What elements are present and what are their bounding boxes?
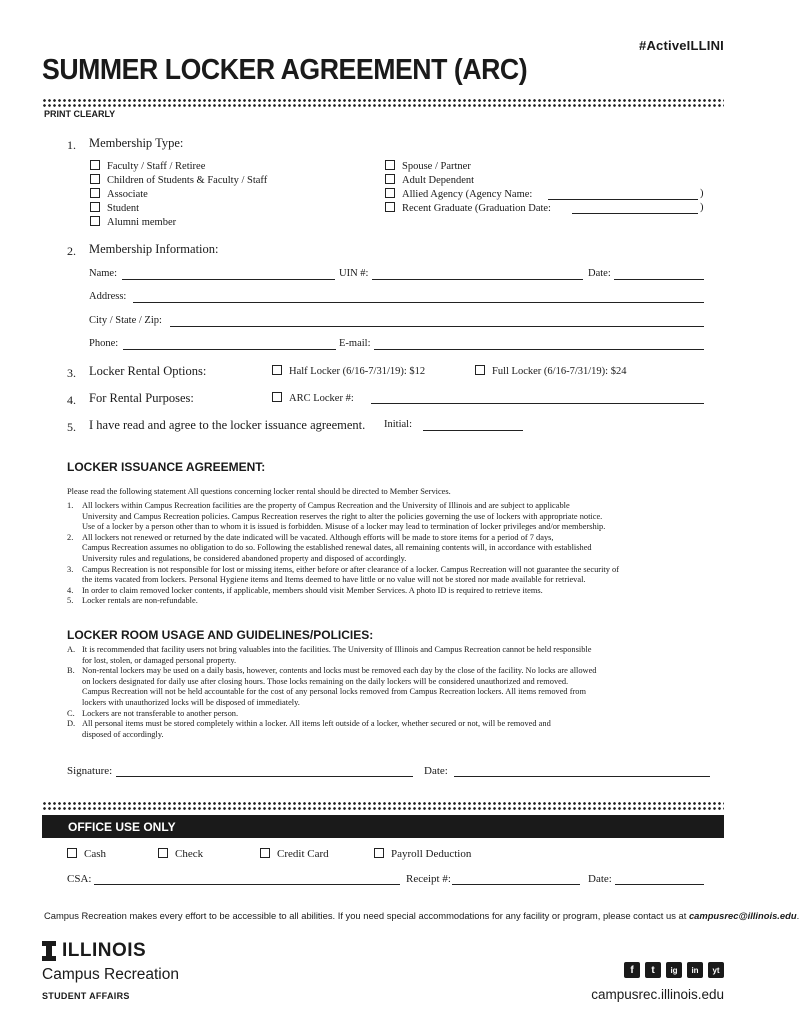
checkbox[interactable] (90, 174, 100, 184)
list-marker: 2. (67, 532, 74, 542)
option-full-locker[interactable] (475, 365, 626, 377)
q2-label: Membership Information: (89, 242, 219, 256)
agency-name-field[interactable] (548, 199, 698, 200)
list-item-line: Lockers are not transferable to another person. (82, 708, 239, 718)
facebook-icon[interactable]: f (624, 962, 640, 978)
list-item-line: disposed of accordingly. (82, 729, 164, 739)
note-text: Campus Recreation makes every effort to be accessible to all abilities. If you need special accommodations for any facility or program, please contact us at (44, 910, 689, 921)
office-use-heading: OFFICE USE ONLY (68, 820, 176, 834)
list-item (67, 586, 619, 597)
arc-locker-number-field[interactable] (371, 403, 704, 404)
option-label: Recent Graduate (Graduation Date: (402, 203, 551, 214)
print-clearly-label: PRINT CLEARLY (44, 109, 116, 119)
option-label: ARC Locker #: (289, 393, 354, 404)
option-check[interactable] (158, 848, 203, 860)
option-allied-agency[interactable] (385, 188, 532, 200)
office-date-field[interactable] (615, 884, 704, 885)
hashtag: #ActiveILLINI (639, 38, 724, 53)
checkbox[interactable] (475, 365, 485, 375)
q4-number: 4. (67, 393, 76, 407)
instagram-icon[interactable]: ig (666, 962, 682, 978)
list-marker: D. (67, 719, 76, 729)
signature-field[interactable] (116, 776, 413, 777)
list-item (67, 719, 596, 740)
agreement-list (67, 501, 619, 607)
twitter-icon[interactable]: t (645, 962, 661, 978)
option-label: Faculty / Staff / Retiree (107, 161, 206, 172)
guidelines-list (67, 645, 596, 740)
list-marker: B. (67, 666, 75, 676)
option-label: Cash (84, 848, 106, 860)
checkbox[interactable] (90, 202, 100, 212)
option-cash[interactable] (67, 848, 106, 860)
address-field[interactable] (133, 302, 704, 303)
option-recent-graduate[interactable] (385, 202, 551, 214)
student-affairs-label: STUDENT AFFAIRS (42, 991, 130, 1001)
option-alumni[interactable] (90, 216, 176, 228)
list-item-line: In order to claim removed locker contents, if applicable, members should visit Member Services. A photo ID is required to retrieve items. (82, 585, 543, 595)
checkbox[interactable] (385, 188, 395, 198)
option-spouse[interactable] (385, 160, 471, 172)
list-item (67, 709, 596, 720)
q1-label: Membership Type: (89, 136, 184, 150)
city-state-zip-label: City / State / Zip: (89, 315, 162, 326)
page-title: SUMMER LOCKER AGREEMENT (ARC) (42, 54, 528, 86)
option-label: Adult Dependent (402, 175, 475, 186)
list-item (67, 565, 619, 586)
checkbox[interactable] (260, 848, 270, 858)
checkbox[interactable] (385, 160, 395, 170)
list-item (67, 645, 596, 666)
list-item-line: for lost, stolen, or damaged personal property. (82, 655, 237, 665)
checkbox[interactable] (90, 160, 100, 170)
list-item-line: on lockers designated for daily use after closing hours. Those locks remaining on the daily lockers will be considered unauthorized and removed. (82, 676, 569, 686)
linkedin-icon[interactable]: in (687, 962, 703, 978)
guidelines-heading: LOCKER ROOM USAGE AND GUIDELINES/POLICIES: (67, 628, 374, 642)
address-label: Address: (89, 291, 127, 302)
initial-field[interactable] (423, 430, 523, 431)
checkbox[interactable] (90, 188, 100, 198)
youtube-icon[interactable]: yt (708, 962, 724, 978)
receipt-label: Receipt #: (406, 873, 451, 885)
signature-label: Signature: (67, 765, 113, 777)
contact-email-link[interactable]: campusrec@illinois.edu (688, 910, 797, 921)
agreement-intro: Please read the following statement All questions concerning locker rental should be directed to Member Services. (67, 487, 451, 496)
list-marker: C. (67, 708, 75, 718)
option-label: Spouse / Partner (402, 161, 471, 172)
option-payroll[interactable] (374, 848, 471, 860)
list-item-line: Use of a locker by a person other than to whom it is issued is forbidden. Misuse of a locker may lead to termination of locker privileges and/or membership. (82, 522, 606, 532)
signature-date-label: Date: (424, 765, 448, 777)
option-associate[interactable] (90, 188, 148, 200)
phone-field[interactable] (123, 349, 336, 350)
uin-label: UIN #: (339, 268, 369, 279)
option-label: Alumni member (107, 217, 177, 228)
option-label: Children of Students & Faculty / Staff (107, 175, 268, 186)
city-state-zip-field[interactable] (170, 326, 704, 327)
list-item-line: All personal items must be stored completely within a locker. All items left outside of a locker, whether secured or not, will be removed and (82, 719, 551, 729)
date-label: Date: (588, 268, 611, 279)
website-link[interactable]: campusrec.illinois.edu (591, 987, 724, 1002)
option-adult-dependent[interactable] (385, 174, 474, 186)
list-marker: 4. (67, 585, 74, 595)
q4-label: For Rental Purposes: (89, 391, 194, 405)
checkbox[interactable] (158, 848, 168, 858)
option-student[interactable] (90, 202, 139, 214)
list-item-line: University and Campus Recreation policies. Campus Recreation reserves the right to alter the policies governing the use of lockers with appropriate notice. (82, 511, 603, 521)
option-label: Full Locker (6/16-7/31/19): $24 (492, 366, 627, 377)
list-item-line: University rules and regulations, be considered abandoned property and disposed of accordingly. (82, 553, 407, 563)
q3-label: Locker Rental Options: (89, 364, 207, 378)
csa-label: CSA: (67, 873, 92, 885)
list-item-line: All lockers within Campus Recreation facilities are the property of Campus Recreation and the University of Illinois and are subject to applicable (82, 501, 570, 510)
list-item-line: All lockers not renewed or returned by the date indicated will be vacated. Although efforts will be made to store items for a period of 7 days, (82, 532, 554, 542)
q5-label: I have read and agree to the locker issuance agreement. (89, 418, 366, 432)
illinois-block-i-logo (42, 941, 56, 961)
office-date-label: Date: (588, 873, 612, 885)
graduation-date-field[interactable] (572, 213, 698, 214)
q5-number: 5. (67, 420, 76, 434)
name-field[interactable] (122, 279, 335, 280)
close-paren: ) (700, 202, 704, 213)
list-item (67, 533, 619, 565)
checkbox[interactable] (385, 174, 395, 184)
list-item (67, 666, 596, 708)
q1-number: 1. (67, 138, 76, 152)
list-marker: 1. (67, 501, 74, 510)
option-children[interactable] (90, 174, 267, 186)
list-marker: A. (67, 645, 76, 654)
close-paren: ) (700, 188, 704, 199)
signature-date-field[interactable] (454, 776, 710, 777)
q3-number: 3. (67, 366, 76, 380)
option-credit-card[interactable] (260, 848, 329, 860)
dotted-divider (42, 103, 724, 108)
option-label: Check (175, 848, 204, 860)
note-end: . (796, 910, 799, 921)
initial-label: Initial: (384, 419, 412, 430)
uin-field[interactable] (372, 279, 583, 280)
checkbox[interactable] (90, 216, 100, 226)
list-item-line: Campus Recreation will not be held accountable for the cost of any personal locks removed from Campus Recreation lockers. All items removed from (82, 687, 586, 697)
option-faculty[interactable] (90, 160, 205, 172)
list-item (67, 501, 619, 533)
list-item-line: It is recommended that facility users not bring valuables into the facilities. The University of Illinois and Campus Recreation cannot be held responsible (82, 645, 592, 654)
list-item-line: lockers with unauthorized locks will be disposed of immediately. (82, 697, 300, 707)
accessibility-note (44, 910, 799, 921)
checkbox[interactable] (272, 365, 282, 375)
list-item-line: Non-rental lockers may be used on a daily basis, however, contents and locks must be removed each day by the close of the facility. No locks are allowed (82, 666, 597, 676)
list-item-line: Locker rentals are non-refundable. (82, 596, 198, 606)
email-field[interactable] (374, 349, 704, 350)
date-field[interactable] (614, 279, 704, 280)
list-marker: 5. (67, 596, 74, 606)
list-marker: 3. (67, 564, 74, 574)
list-item-line: Campus Recreation is not responsible for lost or missing items, either before or after clearance of a locker. Campus Recreation will not guarantee the security of (82, 564, 619, 574)
name-label: Name: (89, 268, 117, 279)
phone-label: Phone: (89, 338, 119, 349)
list-item (67, 596, 619, 607)
list-item-line: the items vacated from lockers. Personal Hygiene items and Items deemed to have little or no value will not be stored nor made available for retrieval. (82, 575, 586, 585)
checkbox[interactable] (67, 848, 77, 858)
option-label: Half Locker (6/16-7/31/19): $12 (289, 366, 426, 377)
agreement-heading: LOCKER ISSUANCE AGREEMENT: (67, 460, 266, 474)
checkbox[interactable] (272, 392, 282, 402)
list-item-line: Campus Recreation assumes no obligation to do so. Following the established renewal dates, all remaining contents will, in accordance with established (82, 543, 592, 553)
email-label: E-mail: (339, 338, 371, 349)
option-label: Allied Agency (Agency Name: (402, 189, 533, 200)
campus-recreation-wordmark: Campus Recreation (42, 966, 179, 983)
checkbox[interactable] (385, 202, 395, 212)
illinois-wordmark: ILLINOIS (62, 940, 147, 961)
q2-number: 2. (67, 244, 76, 258)
checkbox[interactable] (374, 848, 384, 858)
office-use-bar (42, 815, 724, 838)
option-label: Payroll Deduction (391, 848, 472, 860)
option-label: Student (107, 203, 140, 214)
option-half-locker[interactable] (272, 365, 425, 377)
option-label: Associate (107, 189, 148, 200)
dotted-divider (42, 806, 724, 811)
csa-field[interactable] (94, 884, 400, 885)
option-arc-locker[interactable] (272, 392, 354, 404)
social-icons (624, 962, 724, 978)
receipt-field[interactable] (452, 884, 580, 885)
option-label: Credit Card (277, 848, 329, 860)
